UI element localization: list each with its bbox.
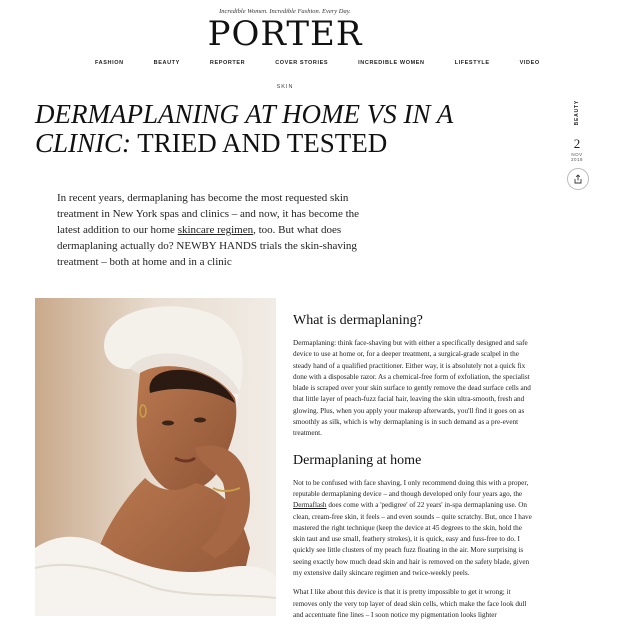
nav-item-incredible-women[interactable]: INCREDIBLE WOMEN	[358, 60, 425, 66]
share-button[interactable]	[567, 168, 589, 190]
main-nav	[95, 60, 570, 66]
dermaflash-link[interactable]: Dermaflash	[293, 501, 327, 510]
paragraph-at-home	[293, 478, 533, 580]
paragraph-what-is: Dermaplaning: think face-shaving but with either a specifically designed and safe device to use at home or, for a deeper treatment, a surgical-grade scalpel in the steady hand of a qualified practitioner. Either way, it is absolutely not a quick fix done with a disposable razor. As a chemical-free form of exfoliation, the specialist blade is scraped over your skin surface to gently remove the dead surface cells and that little layer of peach-fuzz facial hair, leaving the skin ultra-smooth, fresh and glowing. Plus, when you apply your makeup afterwards, you'll find it goes on as smoothly as silk, which is why dermaplaning is in such demand as a pre-event treatment.	[293, 339, 531, 438]
nav-item-fashion[interactable]: FASHION	[95, 60, 124, 66]
section-label[interactable]: SKIN	[276, 84, 294, 90]
skincare-regimen-link[interactable]: skincare regimen	[177, 224, 254, 236]
nav-item-lifestyle[interactable]: LIFESTYLE	[454, 60, 490, 66]
article-hero-image	[35, 298, 276, 616]
woman-in-towel-photo	[35, 298, 276, 616]
article-body	[293, 313, 533, 629]
at-home-text-1: Not to be confused with face shaving, I only recommend doing this with a proper, reputable dermaplaning device – and though developed only four years ago, the	[293, 478, 529, 498]
standfirst-text-2: , too. But what does dermaplaning actually do? NEWBY HANDS trials the skin-shaving treatment – both at home and in a clinic	[57, 224, 357, 268]
heading-what-is-dermaplaning: What is dermaplaning?	[293, 313, 423, 328]
category-label[interactable]: BEAUTY	[574, 100, 580, 126]
date-year: 2018	[570, 157, 583, 163]
heading-dermaplaning-at-home: Dermaplaning at home	[293, 452, 422, 468]
nav-item-video[interactable]: VIDEO	[519, 60, 540, 66]
article-meta-rail	[562, 100, 592, 162]
date-day: 2	[573, 136, 581, 152]
nav-item-beauty[interactable]: BEAUTY	[153, 60, 180, 66]
paragraph-device: What I like about this device is that it is pretty impossible to get it wrong; it removes only the very top layer of dead skin cells, which make the face look dull and accentuate fine lines – I soon notice my pigmentation looks lighter	[293, 588, 527, 619]
brand-tagline: Incredible Women. Incredible Fashion. Every Day.	[219, 8, 351, 15]
nav-item-reporter[interactable]: REPORTER	[209, 60, 246, 66]
title-roman: TRIED AND TESTED	[137, 128, 388, 158]
article-standfirst	[57, 190, 367, 270]
at-home-text-2: does come with a 'pedigree' of 22 years' in-spa dermaplaning use. On clean, cream-free skin, it feels – and even sounds – quite scratchy. But, once I have mastered the right technique (keep the device at 45 degrees to the skin, hold the skin taut and use small, feathery strokes), it is quick, easy and fuss-free to do. I quickly see little clusters of my peach fuzz floating in the air. More surprising is seeing exactly how much dead skin and hair is removed on the safety blade, given my extensive daily skincare regimen and twice-weekly peels.	[293, 501, 532, 578]
share-icon	[573, 174, 583, 184]
standfirst-text-1: In recent years, dermaplaning has become the most requested skin treatment in New York spas and clinics – and now, it has become the latest addition to our home	[57, 192, 360, 236]
porter-logo[interactable]: PORTER	[207, 14, 363, 54]
nav-item-cover-stories[interactable]: COVER STORIES	[275, 60, 329, 66]
article-title	[35, 100, 465, 158]
date-month: NOV	[571, 152, 583, 158]
title-italic: DERMAPLANING AT HOME VS IN A CLINIC:	[35, 99, 453, 158]
